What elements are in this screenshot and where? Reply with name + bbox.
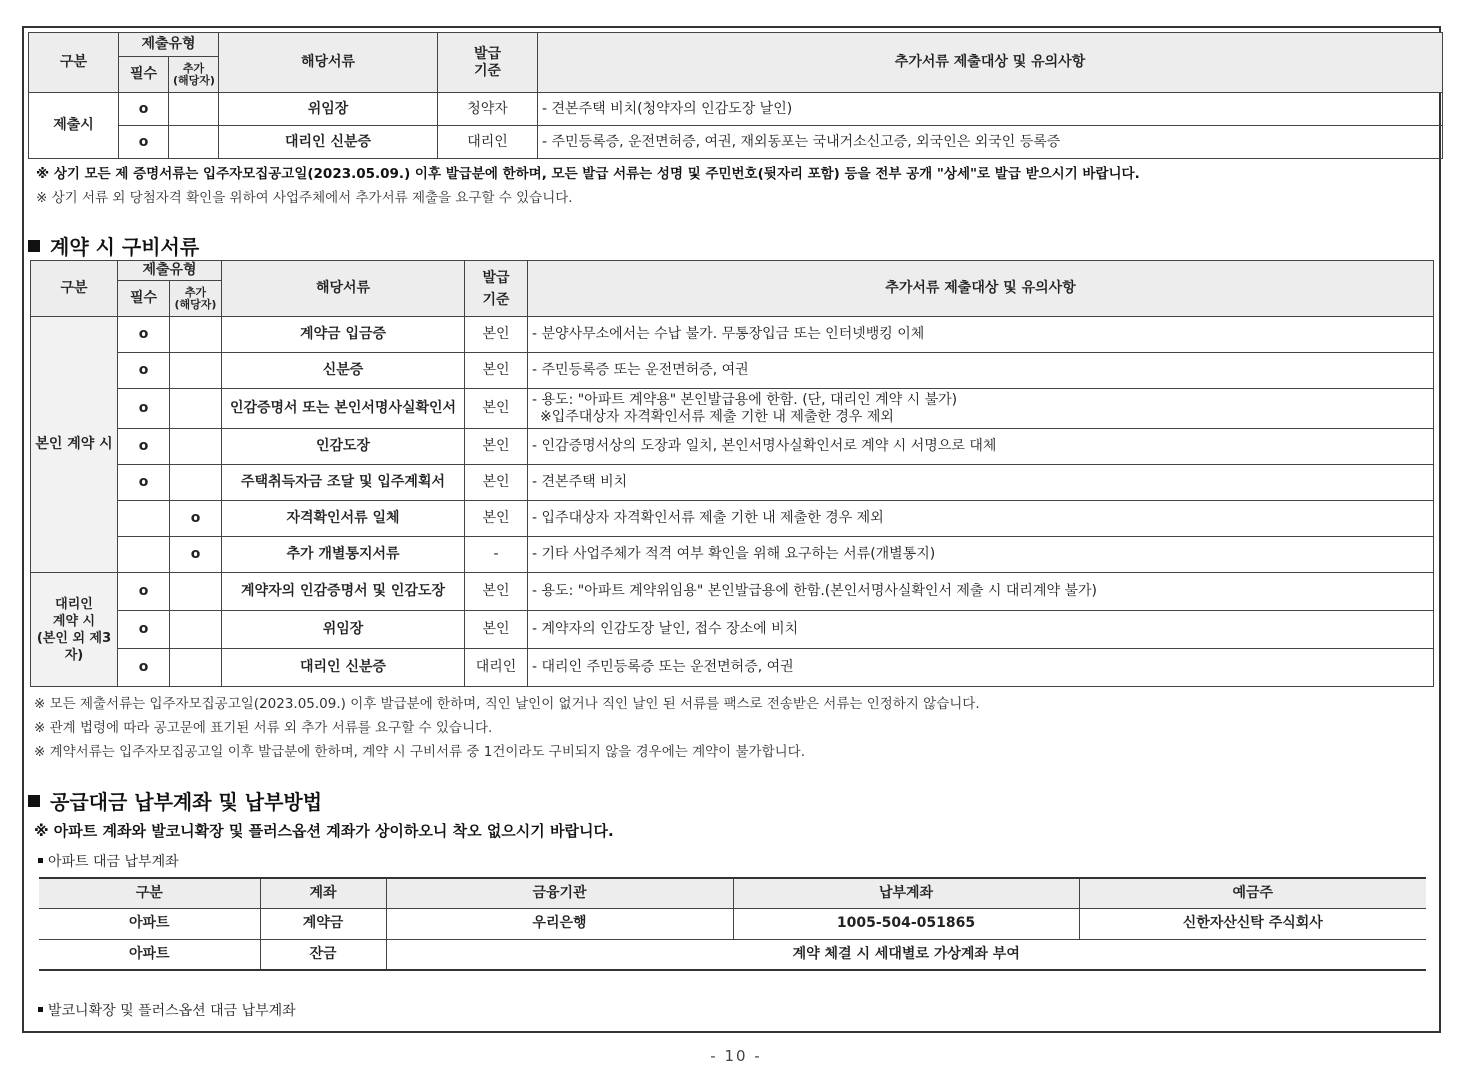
additional-mark xyxy=(169,93,219,126)
note-text: - 대리인 주민등록증 또는 운전면허증, 여권 xyxy=(528,649,1434,687)
header-additional: 추가 (해당자) xyxy=(170,281,222,317)
note-text: - 용도: "아파트 계약용" 본인발급용에 한함. (단, 대리인 계약 시 불가) ※입주대상자 자격확인서류 제출 기한 내 제출한 경우 제외 xyxy=(528,389,1434,429)
pay-cell-category: 아파트 xyxy=(39,939,260,970)
pay-cell-virtual-account: 계약 체결 시 세대별로 가상계좌 부여 xyxy=(386,939,1426,970)
document-name: 대리인 신분증 xyxy=(219,126,438,159)
payment-account-table xyxy=(39,877,1426,971)
note-text: - 견본주택 비치(청약자의 인감도장 날인) xyxy=(538,93,1443,126)
issue-basis: 본인 xyxy=(465,317,528,353)
additional-mark xyxy=(170,389,222,429)
bullet-icon xyxy=(38,858,43,863)
additional-mark: o xyxy=(170,537,222,573)
required-mark: o xyxy=(118,649,170,687)
contract-documents-table xyxy=(30,260,1434,687)
balcony-account-label: 발코니확장 및 플러스옵션 대금 납부계좌 xyxy=(38,1000,296,1020)
additional-mark xyxy=(170,317,222,353)
pay-cell-account-type: 계약금 xyxy=(260,908,386,939)
issue-basis: 본인 xyxy=(465,389,528,429)
document-name: 위임장 xyxy=(222,611,465,649)
notice-line: ※ 관계 법령에 따라 공고문에 표기된 서류 외 추가 서류를 요구할 수 있습니다. xyxy=(34,720,493,736)
issue-basis: 본인 xyxy=(465,353,528,389)
note-text: - 입주대상자 자격확인서류 제출 기한 내 제출한 경우 제외 xyxy=(528,501,1434,537)
pay-cell-bank: 우리은행 xyxy=(386,908,733,939)
note-text: - 분양사무소에서는 수납 불가. 무통장입금 또는 인터넷뱅킹 이체 xyxy=(528,317,1434,353)
additional-mark xyxy=(170,611,222,649)
required-mark: o xyxy=(118,353,170,389)
square-bullet-icon xyxy=(28,795,40,807)
document-name: 대리인 신분증 xyxy=(222,649,465,687)
document-name: 인감도장 xyxy=(222,429,465,465)
notice-line: ※ 상기 서류 외 당첨자격 확인을 위하여 사업주체에서 추가서류 제출을 요구할 수 있습니다. xyxy=(36,190,573,206)
header-notes: 추가서류 제출대상 및 유의사항 xyxy=(538,33,1443,93)
notice-line: ※ 계약서류는 입주자모집공고일 이후 발급분에 한하며, 계약 시 구비서류 중 1건이라도 구비되지 않을 경우에는 계약이 불가합니다. xyxy=(34,744,805,760)
issue-basis: 본인 xyxy=(465,573,528,611)
pay-cell-holder: 신한자산신탁 주식회사 xyxy=(1079,908,1426,939)
note-text: - 기타 사업주체가 적격 여부 확인을 위해 요구하는 서류(개별통지) xyxy=(528,537,1434,573)
document-name: 계약자의 인감증명서 및 인감도장 xyxy=(222,573,465,611)
submission-documents-table xyxy=(28,32,1443,159)
header-submit-type: 제출유형 xyxy=(119,33,219,57)
pay-header-bank: 금융기관 xyxy=(386,878,733,908)
additional-mark xyxy=(170,649,222,687)
additional-mark xyxy=(170,353,222,389)
header-issue-basis: 발급 기준 xyxy=(438,33,538,93)
issue-basis: - xyxy=(465,537,528,573)
required-mark: o xyxy=(118,611,170,649)
section-title-contract-docs: 계약 시 구비서류 xyxy=(28,231,199,260)
note-text: - 용도: "아파트 계약위임용" 본인발급용에 한함.(본인서명사실확인서 제출 시 대리계약 불가) xyxy=(528,573,1434,611)
pay-cell-account-number: 1005-504-051865 xyxy=(733,908,1079,939)
group-label-self-contract: 본인 계약 시 xyxy=(31,317,118,573)
square-bullet-icon xyxy=(28,240,40,252)
header-required: 필수 xyxy=(118,281,170,317)
document-name: 인감증명서 또는 본인서명사실확인서 xyxy=(222,389,465,429)
additional-mark xyxy=(170,465,222,501)
header-gubun: 구분 xyxy=(29,33,119,93)
header-gubun: 구분 xyxy=(31,261,118,317)
pay-header-account-type: 계좌 xyxy=(260,878,386,908)
document-name: 주택취득자금 조달 및 입주계획서 xyxy=(222,465,465,501)
note-text: - 주민등록증 또는 운전면허증, 여권 xyxy=(528,353,1434,389)
note-text: - 인감증명서상의 도장과 일치, 본인서명사실확인서로 계약 시 서명으로 대체 xyxy=(528,429,1434,465)
document-name: 추가 개별통지서류 xyxy=(222,537,465,573)
additional-mark xyxy=(170,573,222,611)
required-mark: o xyxy=(118,389,170,429)
note-text: - 견본주택 비치 xyxy=(528,465,1434,501)
required-mark: o xyxy=(118,429,170,465)
section-title-payment: 공급대금 납부계좌 및 납부방법 xyxy=(28,786,322,815)
pay-header-holder: 예금주 xyxy=(1079,878,1426,908)
document-name: 신분증 xyxy=(222,353,465,389)
note-text: - 주민등록증, 운전면허증, 여권, 재외동포는 국내거소신고증, 외국인은 외국인 등록증 xyxy=(538,126,1443,159)
required-mark: o xyxy=(119,93,169,126)
bullet-icon xyxy=(38,1007,43,1012)
notice-line: ※ 모든 제출서류는 입주자모집공고일(2023.05.09.) 이후 발급분에 한하며, 직인 날인이 없거나 직인 날인 된 서류를 팩스로 전송받은 서류는 인정하지 않습니다. xyxy=(34,696,980,712)
document-name: 계약금 입금증 xyxy=(222,317,465,353)
payment-warning: ※ 아파트 계좌와 발코니확장 및 플러스옵션 계좌가 상이하오니 착오 없으시기 바랍니다. xyxy=(34,822,614,840)
additional-mark xyxy=(169,126,219,159)
issue-basis: 본인 xyxy=(465,611,528,649)
header-required: 필수 xyxy=(119,57,169,93)
additional-mark: o xyxy=(170,501,222,537)
note-text: - 계약자의 인감도장 날인, 접수 장소에 비치 xyxy=(528,611,1434,649)
pay-header-gubun: 구분 xyxy=(39,878,260,908)
issue-basis: 대리인 xyxy=(438,126,538,159)
header-issue-basis: 발급 기준 xyxy=(465,261,528,317)
page-number: - 10 - xyxy=(710,1047,762,1065)
group-label-proxy-contract: 대리인 계약 시 (본인 외 제3자) xyxy=(31,573,118,687)
required-mark: o xyxy=(118,573,170,611)
pay-cell-account-type: 잔금 xyxy=(260,939,386,970)
header-notes: 추가서류 제출대상 및 유의사항 xyxy=(528,261,1434,317)
header-document: 해당서류 xyxy=(222,261,465,317)
apt-account-label: 아파트 대금 납부계좌 xyxy=(38,851,179,871)
issue-basis: 본인 xyxy=(465,501,528,537)
required-mark xyxy=(118,537,170,573)
issue-basis: 본인 xyxy=(465,465,528,501)
required-mark: o xyxy=(118,317,170,353)
header-document: 해당서류 xyxy=(219,33,438,93)
header-additional: 추가 (해당자) xyxy=(169,57,219,93)
pay-header-account-number: 납부계좌 xyxy=(733,878,1079,908)
issue-basis: 본인 xyxy=(465,429,528,465)
required-mark: o xyxy=(119,126,169,159)
required-mark xyxy=(118,501,170,537)
additional-mark xyxy=(170,429,222,465)
pay-cell-category: 아파트 xyxy=(39,908,260,939)
document-name: 위임장 xyxy=(219,93,438,126)
issue-basis: 청약자 xyxy=(438,93,538,126)
required-mark: o xyxy=(118,465,170,501)
document-name: 자격확인서류 일체 xyxy=(222,501,465,537)
issue-basis: 대리인 xyxy=(465,649,528,687)
header-submit-type: 제출유형 xyxy=(118,261,222,281)
group-label-submission: 제출시 xyxy=(29,93,119,159)
notice-line: ※ 상기 모든 제 증명서류는 입주자모집공고일(2023.05.09.) 이후 발급분에 한하며, 모든 발급 서류는 성명 및 주민번호(뒷자리 포함) 등을 전부 공개 "상세"로 발급 받으시기 바랍니다. xyxy=(36,166,1140,182)
